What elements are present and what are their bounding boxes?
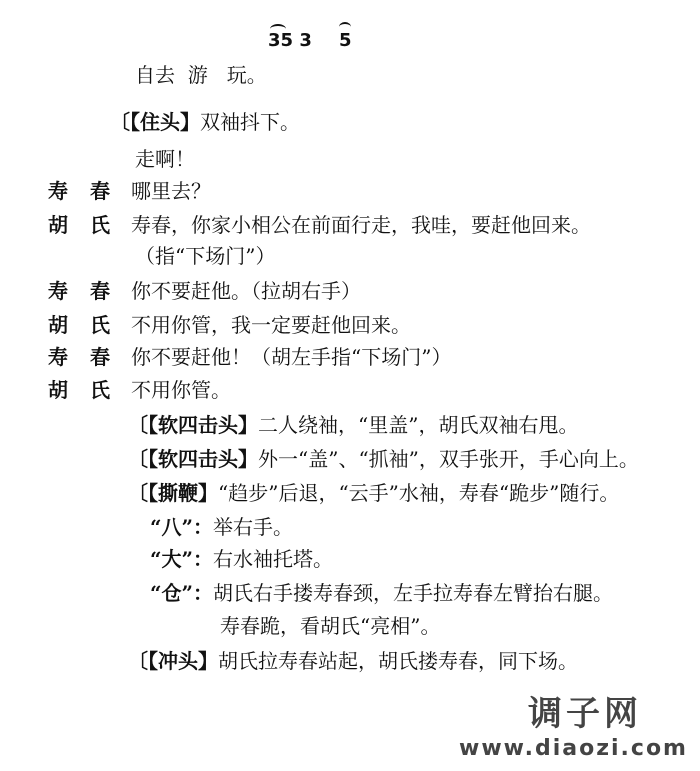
direction-text: 双袖抖下。 xyxy=(200,110,300,134)
percussion-cue: 〔【住头】 xyxy=(110,110,200,134)
direction-text: “趋步”后退，“云手”水袖，寿春“跪步”随行。 xyxy=(218,481,620,505)
role-name: 胡氏 xyxy=(48,378,132,402)
beat-cue: “八”： xyxy=(150,515,214,539)
watermark-title: 调子网 xyxy=(528,694,642,734)
percussion-cue: 〔【冲头】 xyxy=(128,649,218,673)
direction-continuation xyxy=(220,613,440,639)
notation-part-1: 35 3 xyxy=(268,30,312,51)
stage-direction xyxy=(128,412,578,438)
lyric-line xyxy=(135,62,267,88)
direction-text: 胡氏右手搂寿春颈，左手拉寿春左臂抬右腿。 xyxy=(213,581,614,605)
stage-note xyxy=(135,243,275,269)
stage-direction xyxy=(128,446,639,472)
direction-text: 举右手。 xyxy=(213,515,294,539)
speech-text: 你不要赶他。（拉胡右手） xyxy=(131,279,361,303)
direction-text: 寿春跪，看胡氏“亮相”。 xyxy=(220,614,441,638)
stage-direction xyxy=(110,109,300,135)
beat-direction xyxy=(150,514,293,540)
role-name: 寿春 xyxy=(48,345,132,369)
speech-text: 哪里去？ xyxy=(131,179,211,203)
speech-text: 寿春，你家小相公在前面行走，我哇，要赶他回来。 xyxy=(131,213,591,237)
stage-direction xyxy=(128,648,578,674)
lyric-text: 自去 游 玩。 xyxy=(135,63,267,87)
direction-text: 二人绕袖，“里盖”，胡氏双袖右甩。 xyxy=(258,413,579,437)
percussion-cue: 〔【软四击头】 xyxy=(128,413,258,437)
role-name: 胡氏 xyxy=(48,313,132,337)
direction-text: 外一“盖”、“抓袖”，双手张开，手心向上。 xyxy=(258,447,639,471)
role-name: 寿春 xyxy=(48,179,132,203)
role-name: 胡氏 xyxy=(48,213,132,237)
percussion-cue: 〔【撕鞭】 xyxy=(128,481,218,505)
beat-direction xyxy=(150,546,333,572)
direction-text: 胡氏拉寿春站起，胡氏搂寿春，同下场。 xyxy=(218,649,578,673)
speech-text: 你不要赶他！（胡左手指“下场门”） xyxy=(131,345,452,369)
note-text: （指“下场门”） xyxy=(135,244,276,268)
percussion-cue: 〔【软四击头】 xyxy=(128,447,258,471)
speech-text: 不用你管。 xyxy=(131,378,231,402)
beat-cue: “仓”： xyxy=(150,581,214,605)
beat-direction xyxy=(150,580,613,606)
notation-part-2: 5 xyxy=(339,30,352,51)
speech-line xyxy=(135,146,195,172)
speech-text: 不用你管，我一定要赶他回来。 xyxy=(131,313,411,337)
direction-text: 右水袖托塔。 xyxy=(213,547,334,571)
speech-text: 走啊！ xyxy=(135,147,195,171)
beat-cue: “大”： xyxy=(150,547,214,571)
watermark-url: www.diaozi.com xyxy=(459,736,688,761)
stage-direction xyxy=(128,480,619,506)
role-name: 寿春 xyxy=(48,279,132,303)
